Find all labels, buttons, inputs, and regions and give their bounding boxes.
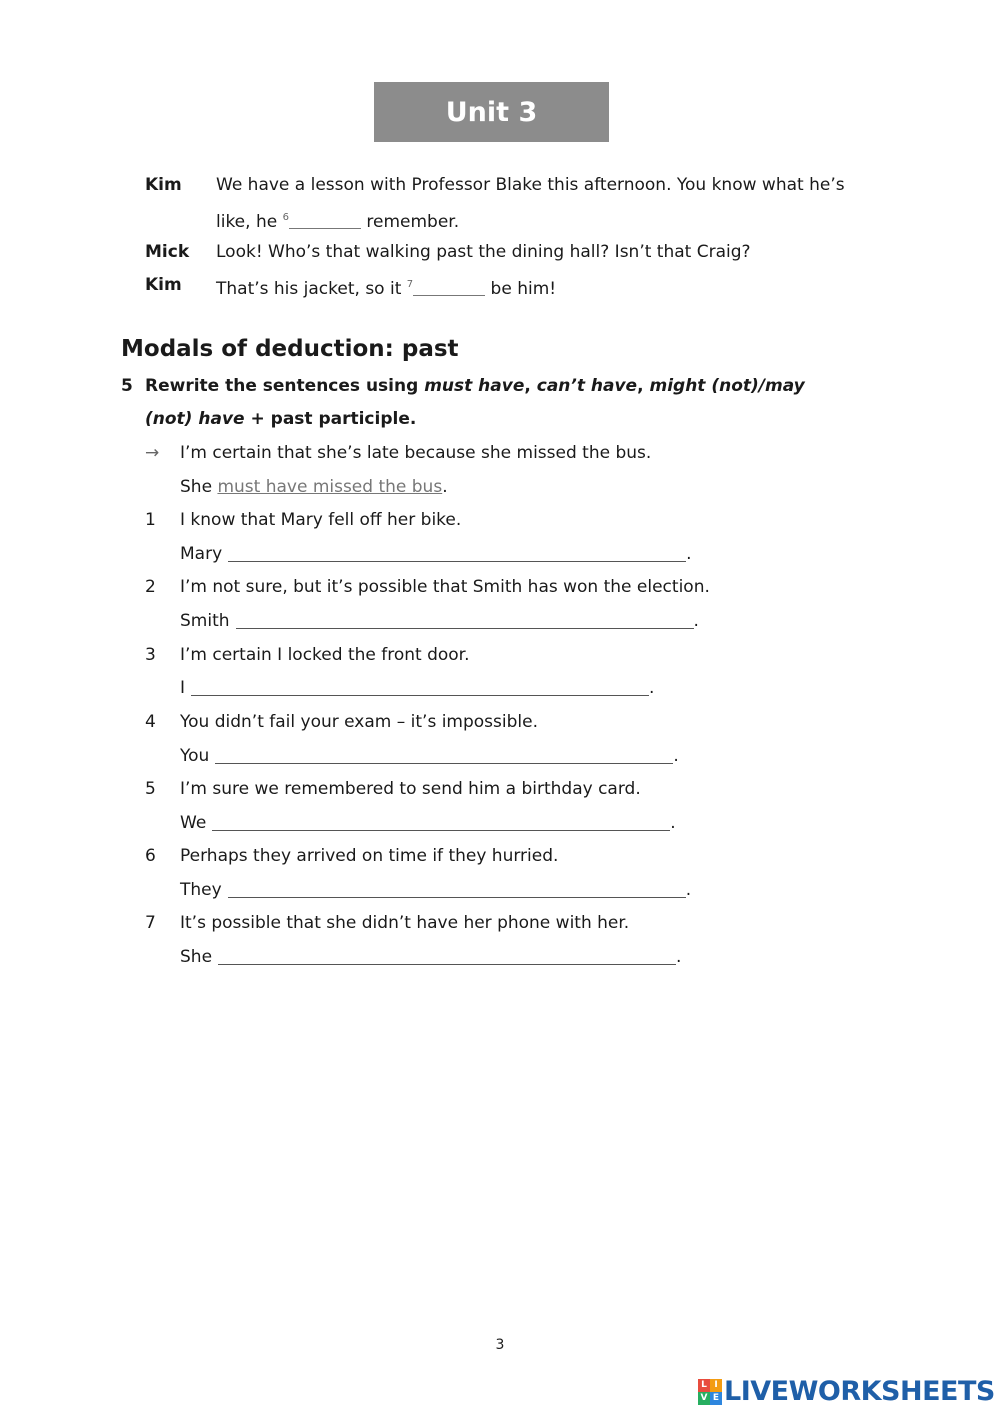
answer-blank[interactable] xyxy=(228,881,686,898)
item-number: 5 xyxy=(145,779,156,799)
item-answer-row: Mary . xyxy=(180,544,692,564)
item-answer-row: I . xyxy=(180,678,655,698)
answer-blank[interactable] xyxy=(212,814,670,831)
liveworksheets-logo xyxy=(698,1377,995,1407)
gap-number: 7 xyxy=(406,279,414,290)
item-sentence: I’m certain I locked the front door. xyxy=(180,645,470,665)
gap-6-blank[interactable] xyxy=(289,212,361,229)
answer-blank[interactable] xyxy=(215,747,673,764)
example-answer: must have missed the bus xyxy=(217,477,443,497)
item-number: 2 xyxy=(145,577,156,597)
item-answer-row: They . xyxy=(180,880,692,900)
item-number: 6 xyxy=(145,846,156,866)
gap-7-blank[interactable] xyxy=(413,279,485,296)
speaker-kim: Kim xyxy=(145,275,182,295)
item-answer-row: We . xyxy=(180,813,676,833)
item-number: 4 xyxy=(145,712,156,732)
item-sentence: You didn’t fail your exam – it’s impossible. xyxy=(180,712,538,732)
item-answer-row: Smith . xyxy=(180,611,699,631)
item-number: 3 xyxy=(145,645,156,665)
section-title: Modals of deduction: past xyxy=(121,336,459,362)
item-answer-row: She . xyxy=(180,947,682,967)
dialogue-line: That’s his jacket, so it $^7$ be him! xyxy=(216,279,557,299)
item-number: 7 xyxy=(145,913,156,933)
dialogue-line: like, he $^6$ remember. xyxy=(216,212,460,232)
exercise-instruction-cont: (not) have + past participle. xyxy=(145,409,417,429)
logo-text: LIVEWORKSHEETS xyxy=(724,1376,995,1407)
unit-title: Unit 3 xyxy=(374,82,609,142)
example-arrow-icon: → xyxy=(145,443,160,463)
dialogue-line: Look! Who’s that walking past the dining hall? Isn’t that Craig? xyxy=(216,242,751,262)
exercise-number: 5 xyxy=(121,376,133,396)
item-sentence: Perhaps they arrived on time if they hurried. xyxy=(180,846,559,866)
example-answer-line: She must have missed the bus. xyxy=(180,477,448,497)
item-sentence: I’m sure we remembered to send him a birthday card. xyxy=(180,779,641,799)
answer-blank[interactable] xyxy=(191,679,649,696)
item-number: 1 xyxy=(145,510,156,530)
answer-blank[interactable] xyxy=(236,612,694,629)
item-answer-row: You . xyxy=(180,746,679,766)
item-sentence: I know that Mary fell off her bike. xyxy=(180,510,462,530)
speaker-mick: Mick xyxy=(145,242,190,262)
speaker-kim: Kim xyxy=(145,175,182,195)
answer-blank[interactable] xyxy=(218,948,676,965)
dialogue-line: We have a lesson with Professor Blake this afternoon. You know what he’s xyxy=(216,175,845,195)
example-sentence: I’m certain that she’s late because she missed the bus. xyxy=(180,443,652,463)
logo-icon: L I V E xyxy=(698,1379,722,1405)
gap-number: 6 xyxy=(282,212,289,223)
answer-blank[interactable] xyxy=(228,545,686,562)
item-sentence: It’s possible that she didn’t have her phone with her. xyxy=(180,913,630,933)
page-number: 3 xyxy=(495,1337,505,1353)
item-sentence: I’m not sure, but it’s possible that Smith has won the election. xyxy=(180,577,710,597)
